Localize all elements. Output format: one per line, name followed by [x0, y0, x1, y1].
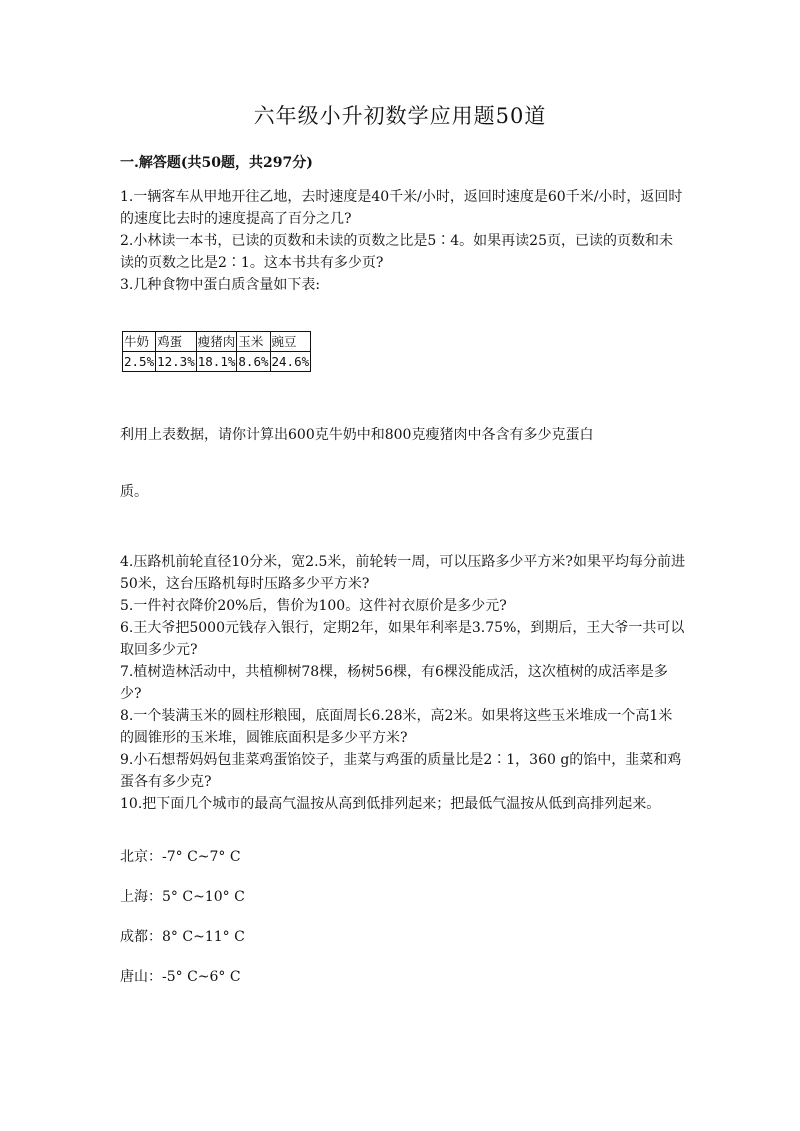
- table-header-cell: 鸡蛋: [156, 332, 197, 352]
- table-header-cell: 瘦猪肉: [196, 332, 237, 352]
- question-9: 9.小石想帮妈妈包韭菜鸡蛋馅饺子，韭菜与鸡蛋的质量比是2∶1，360 g的馅中，韭菜和鸡蛋各有多少克?: [120, 752, 682, 790]
- question-3: 3.几种食物中蛋白质含量如下表:: [120, 277, 321, 293]
- page-title: 六年级小升初数学应用题50道: [253, 104, 547, 128]
- question-3-prompt-line-2: 质。: [120, 484, 148, 500]
- table-header-cell: 豌豆: [270, 332, 311, 352]
- question-2: 2.小林读一本书，已读的页数和未读的页数之比是5∶4。如果再读25页，已读的页数和未读的页数之比是2∶1。这本书共有多少页?: [120, 233, 673, 271]
- table-cell: 8.6%: [237, 352, 270, 372]
- question-6: 6.王大爷把5000元钱存入银行，定期2年，如果年利率是3.75%，到期后，王大爷一共可以取回多少元?: [120, 620, 685, 658]
- question-10: 10.把下面几个城市的最高气温按从高到低排列起来；把最低气温按从低到高排列起来。: [120, 796, 661, 812]
- questions-bottom: [120, 551, 685, 815]
- table-cell: 18.1%: [196, 352, 237, 372]
- question-7: 7.植树造林活动中，共植柳树78棵，杨树56棵，有6棵没能成活，这次植树的成活率是多少?: [120, 664, 668, 702]
- table-header-row: [123, 332, 311, 352]
- table-header-cell: 玉米: [237, 332, 270, 352]
- question-3-prompt-line-1: 利用上表数据，请你计算出600克牛奶中和800克瘦猪肉中各含有多少克蛋白: [120, 427, 594, 443]
- question-5: 5.一件衬衣降价20%后，售价为100。这件衬衣原价是多少元?: [120, 598, 507, 614]
- section-heading: 一.解答题(共50题，共297分): [120, 155, 313, 171]
- table-cell: 12.3%: [156, 352, 197, 372]
- table-cell: 24.6%: [270, 352, 311, 372]
- temperature-chengdu: 成都：8° C~11° C: [120, 929, 245, 945]
- protein-table: [122, 331, 311, 372]
- question-1: 1.一辆客车从甲地开往乙地，去时速度是40千米/小时，返回时速度是60千米/小时，返回时的速度比去时的速度提高了百分之几?: [120, 189, 683, 227]
- table-value-row: [123, 352, 311, 372]
- table-header-cell: 牛奶: [123, 332, 156, 352]
- questions-top: [120, 186, 685, 296]
- temperature-shanghai: 上海：5° C~10° C: [120, 889, 245, 905]
- question-4: 4.压路机前轮直径10分米，宽2.5米，前轮转一周，可以压路多少平方米?如果平均每分前进50米，这台压路机每时压路多少平方米?: [120, 554, 685, 592]
- table-cell: 2.5%: [123, 352, 156, 372]
- temperature-beijing: 北京：-7° C~7° C: [120, 849, 241, 865]
- temperature-tangshan: 唐山：-5° C~6° C: [120, 969, 241, 985]
- question-8: 8.一个装满玉米的圆柱形粮囤，底面周长6.28米，高2米。如果将这些玉米堆成一个高1米的圆锥形的玉米堆，圆锥底面积是多少平方米?: [120, 708, 673, 746]
